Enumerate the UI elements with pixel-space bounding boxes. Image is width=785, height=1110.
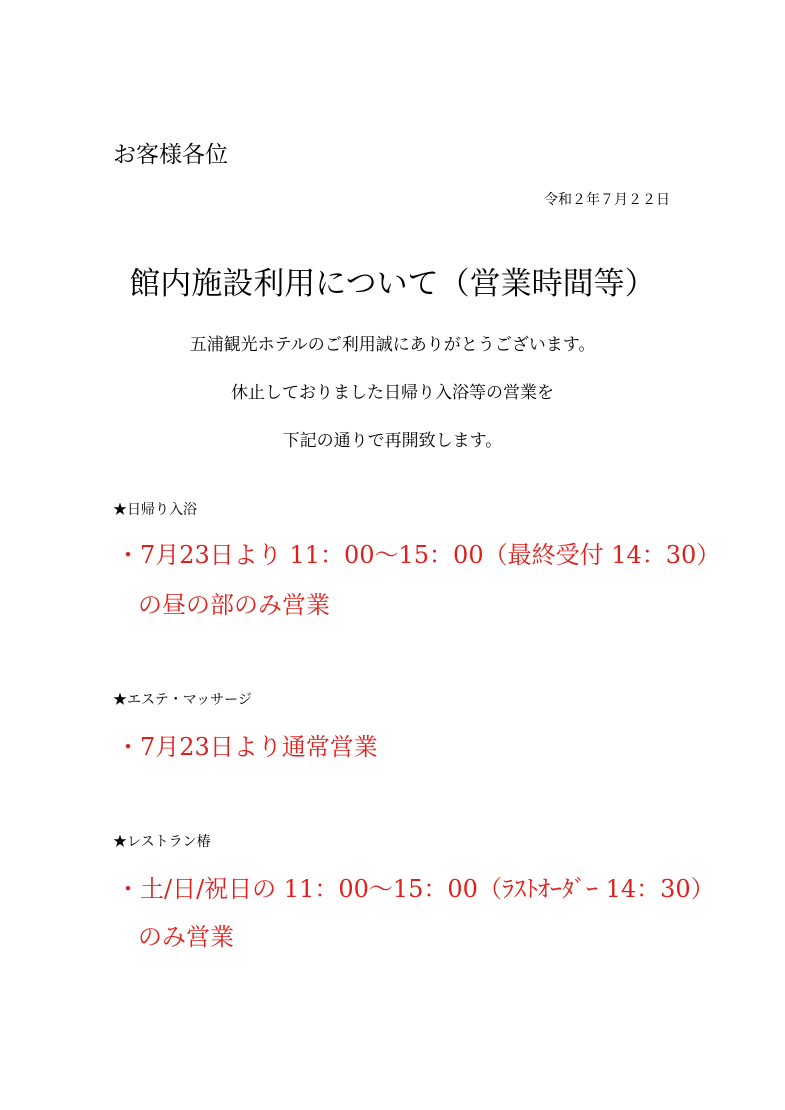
intro-line-3: 下記の通りで再開致します。	[282, 431, 503, 451]
intro-line-1: 五浦観光ホテルのご利用誠にありがとうございます。	[189, 335, 596, 355]
section-heading-restaurant: ★レストラン椿	[113, 834, 211, 850]
esthetics-massage-status: ・7月23日より通常営業	[116, 733, 378, 761]
page-title: 館内施設利用について（営業時間等）	[129, 266, 656, 302]
day-bathing-hours: ・7月23日より 11：00～15：00（最終受付 14：30）	[116, 541, 721, 569]
salutation: お客様各位	[113, 142, 228, 168]
day-bathing-note: の昼の部のみ営業	[138, 591, 330, 619]
restaurant-hours: ・土/日/祝日の 11：00～15：00（ﾗｽﾄｵｰﾀﾞｰ 14：30）	[116, 875, 715, 903]
restaurant-note: のみ営業	[138, 923, 234, 951]
section-heading-day-bathing: ★日帰り入浴	[113, 502, 197, 518]
section-heading-esthetics-massage: ★エステ・マッサージ	[113, 692, 252, 708]
notice-date: 令和２年７月２２日	[544, 192, 670, 208]
intro-line-2: 休止しておりました日帰り入浴等の営業を	[231, 383, 554, 403]
